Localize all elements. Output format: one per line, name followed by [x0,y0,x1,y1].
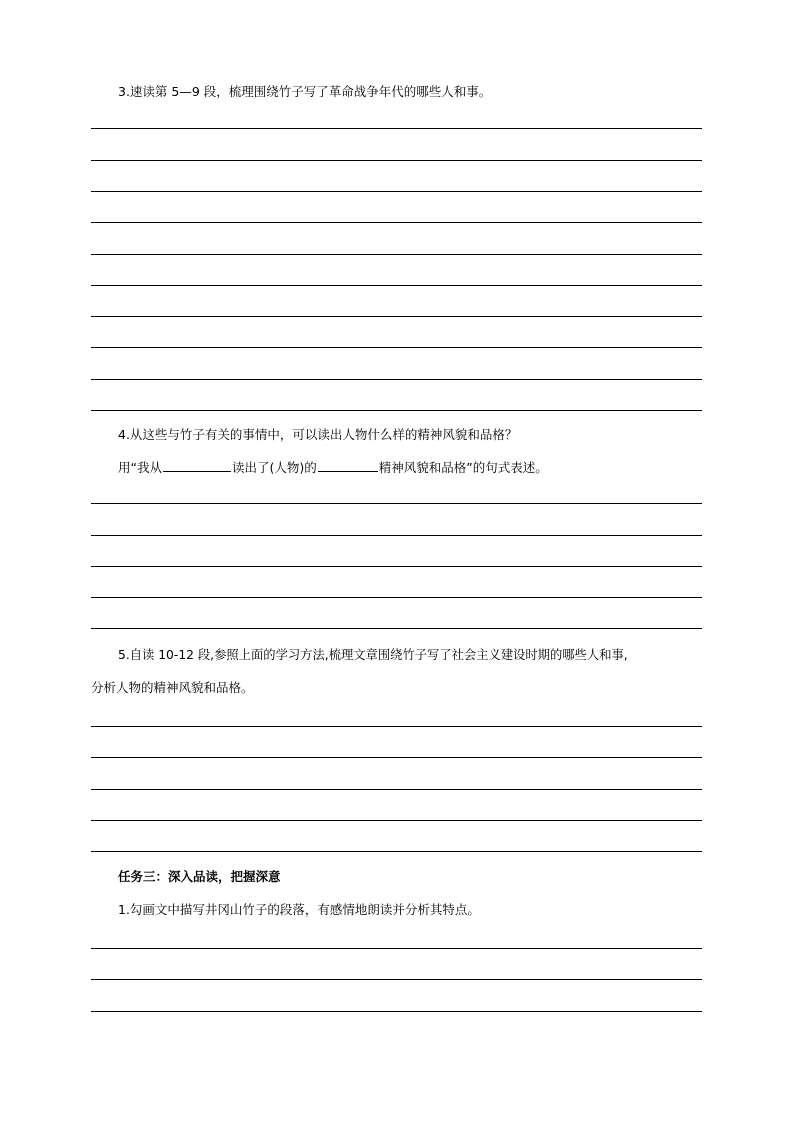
answer-line [91,789,702,790]
question-4-line2-part-c: 精神风貌和品格”的句式表述。 [378,460,548,475]
answer-line [91,566,702,567]
answer-line [91,160,702,161]
question-5-line1: 5.自读 10-12 段,参照上面的学习方法,梳理文章围绕竹子写了社会主义建设时期的哪些人和事, [118,648,628,662]
answer-line [91,316,702,317]
answer-line [91,503,702,504]
question-4-line2 [118,459,548,476]
answer-line [91,410,702,411]
fill-blank [318,459,378,472]
answer-line [91,851,702,852]
answer-line [91,222,702,223]
task-3-question-1: 1.勾画文中描写井冈山竹子的段落，有感情地朗读并分析其特点。 [118,902,480,917]
answer-line [91,285,702,286]
question-4-line2-part-a: 用“我从 [118,460,162,475]
answer-line [91,379,702,380]
answer-line [91,820,702,821]
answer-line [91,1011,702,1012]
question-4-line2-part-b: 读出了(人物)的 [231,460,317,475]
task-3-heading: 任务三：深入品读，把握深意 [118,869,281,884]
answer-line [91,726,702,727]
answer-line [91,948,702,949]
answer-line [91,628,702,629]
fill-blank [163,459,231,472]
question-4-line1: 4.从这些与竹子有关的事情中，可以读出人物什么样的精神风貌和品格？ [118,427,518,442]
answer-line [91,128,702,129]
answer-line [91,347,702,348]
answer-line [91,191,702,192]
answer-line [91,535,702,536]
answer-line [91,757,702,758]
answer-line [91,597,702,598]
question-5-line2: 分析人物的精神风貌和品格。 [91,680,254,695]
answer-line [91,254,702,255]
question-3-text: 3.速读第 5—9 段，梳理围绕竹子写了革命战争年代的哪些人和事。 [118,84,492,99]
answer-line [91,979,702,980]
